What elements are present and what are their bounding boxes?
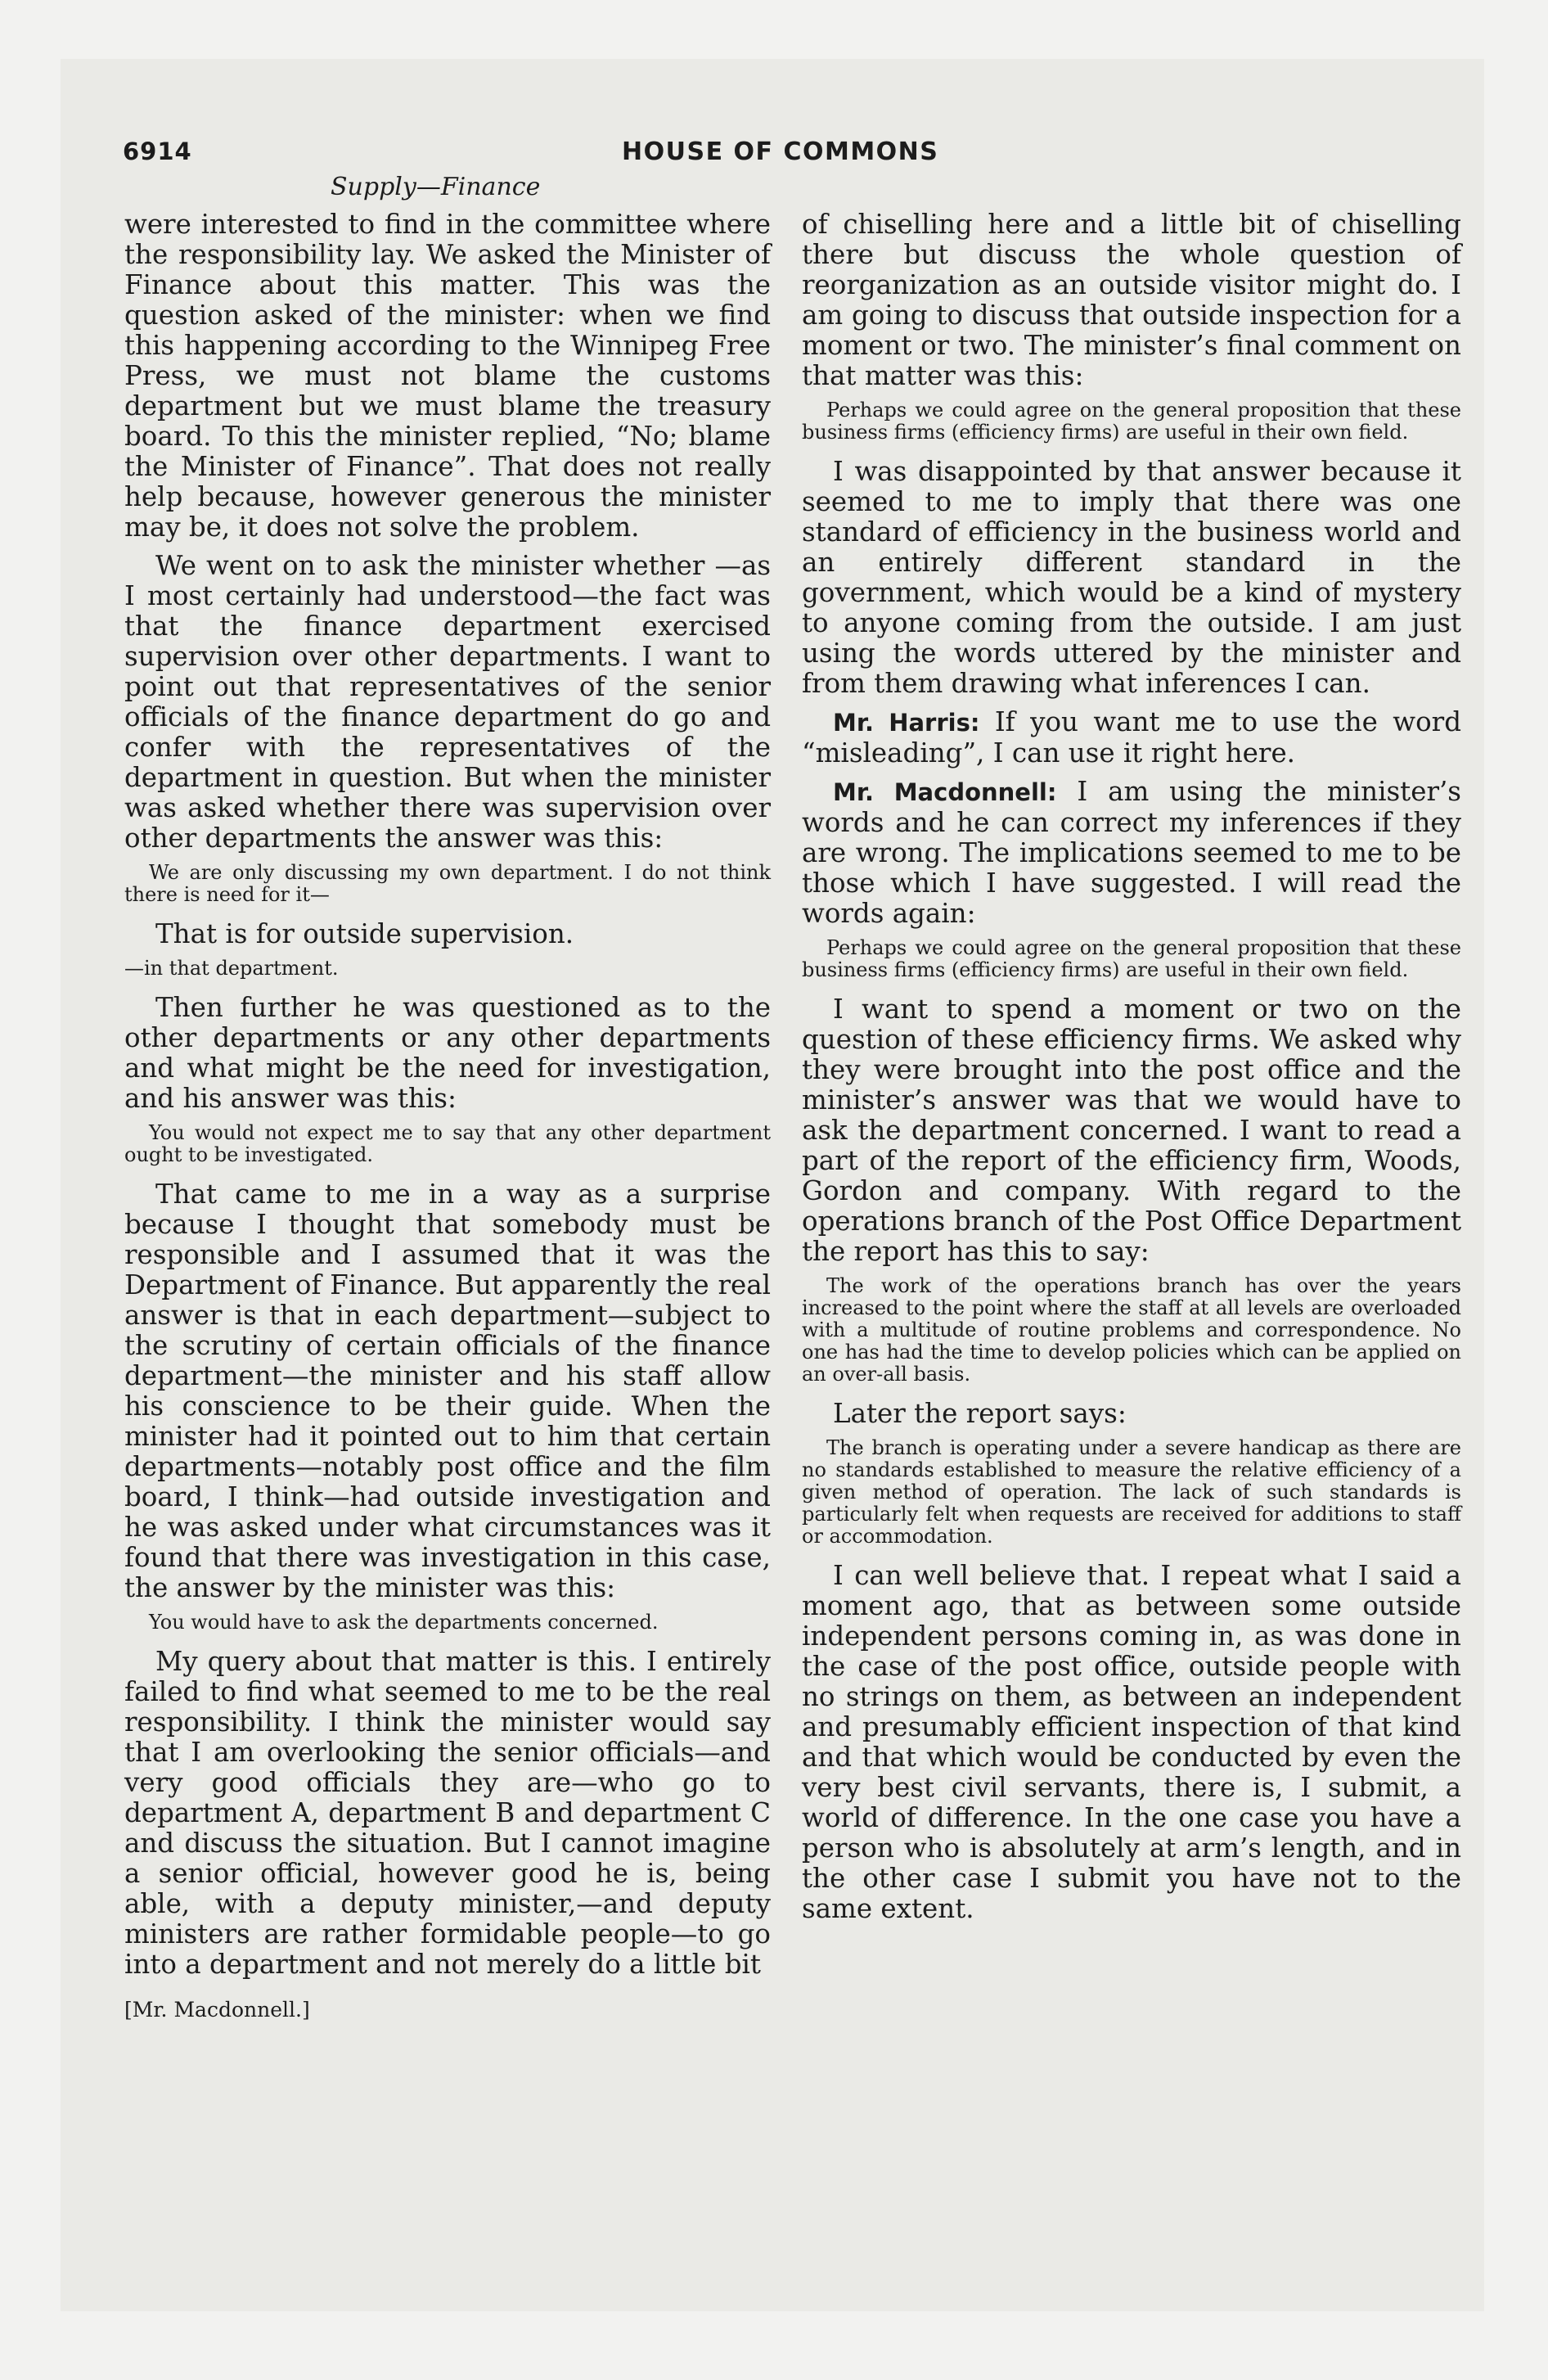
right-column — [802, 210, 1461, 1932]
quoted-passage: —in that department. — [124, 957, 339, 980]
body-paragraph: We went on to ask the minister whether —as I most certainly had understood—the fact was that the finance department exercised supervision over other departments. I want to point out that representatives of the senior officials of the finance department do go and confer with the representatives of the department in question. But when the minister was asked whether there was supervision over other departments the answer was this: — [124, 550, 771, 854]
body-paragraph: I was disappointed by that answer because it seemed to me to imply that there was one standard of efficiency in the business world and an entirely different standard in the government, which would be a kind of mystery to anyone coming from the outside. I am just using the words uttered by the minister and from them drawing what inferences I can. — [802, 456, 1461, 699]
quoted-passage: The branch is operating under a severe handicap as there are no standards established to measure the relative efficiency of a given method of operation. The lack of such standards is particularly felt when requests are received for additions to staff or accommodation. — [802, 1436, 1461, 1548]
body-paragraph: Then further he was questioned as to the other departments or any other departments and what might be the need for investigation, and his answer was this: — [124, 992, 771, 1114]
body-paragraph: My query about that matter is this. I entirely failed to find what seemed to me to be the real responsibility. I think the minister would say that I am overlooking the senior officials—and very good officials they are—who go to department A, department B and department C and discuss the situation. But I cannot imagine a senior official, however good he is, being able, with a deputy minister,—and deputy ministers are rather formidable people—to go into a department and not merely do a little bit — [124, 1646, 771, 1980]
speaker-name: Mr. Macdonnell: — [833, 778, 1057, 806]
speech-text: I am using the minister’s words and he can correct my inferences if they are wrong. The implications seemed to me to be those which I have suggested. I will read the words again: — [802, 776, 1461, 929]
left-column — [124, 210, 771, 2033]
speech-paragraph — [802, 777, 1461, 929]
body-paragraph: were interested to find in the committee where the responsibility lay. We asked the Minister of Finance about this matter. This was the question asked of the minister: when we find this happening according to the Winnipeg Free Press, we must not blame the customs department but we must blame the treasury board. To this the minister replied, “No; blame the Minister of Finance”. That does not really help because, however generous the minister may be, it does not solve the problem. — [124, 209, 771, 543]
speaker-footer-ref: [Mr. Macdonnell.] — [124, 1998, 310, 2022]
body-paragraph: That is for outside supervision. — [155, 918, 574, 949]
speech-text: If you want me to use the word “misleading”, I can use it right here. — [802, 706, 1461, 769]
body-paragraph: Later the report says: — [833, 1398, 1127, 1429]
quoted-passage: You would have to ask the departments concerned. — [149, 1611, 659, 1634]
body-paragraph: That came to me in a way as a surprise because I thought that somebody must be responsible and I assumed that it was the Department of Finance. But apparently the real answer is that in each department—subject to the scrutiny of certain officials of the finance department—the minister and his staff allow his conscience to be their guide. When the minister had it pointed out to him that certain departments—notably post office and the film board, I think—had outside investigation and he was asked under what circumstances was it found that there was investigation in this case, the answer by the minister was this: — [124, 1179, 771, 1603]
quoted-passage: The work of the operations branch has over the years increased to the point where the staff at all levels are overloaded with a multitude of routine problems and correspondence. No one has had the time to develop policies which can be applied on an over-all basis. — [802, 1274, 1461, 1386]
quoted-passage: We are only discussing my own department. I do not think there is need for it— — [124, 861, 771, 906]
quoted-passage: Perhaps we could agree on the general proposition that these business firms (efficiency firms) are useful in their own field. — [802, 399, 1461, 444]
body-paragraph: I can well believe that. I repeat what I said a moment ago, that as between some outside independent persons coming in, as was done in the case of the post office, outside people with no strings on them, as between an independent and presumably efficient inspection of that kind and that which would be conducted by even the very best civil servants, there is, I submit, a world of difference. In the one case you have a person who is absolutely at arm’s length, and in the other case I submit you have not to the same extent. — [802, 1560, 1461, 1924]
section-title: Supply—Finance — [331, 173, 541, 201]
page-number: 6914 — [123, 137, 192, 165]
running-head: HOUSE OF COMMONS — [622, 137, 939, 166]
quoted-passage: You would not expect me to say that any other department ought to be investigated. — [124, 1121, 771, 1166]
body-paragraph: of chiselling here and a little bit of chiselling there but discuss the whole question of reorganization as an outside visitor might do. I am going to discuss that outside inspection for a moment or two. The minister’s final comment on that matter was this: — [802, 209, 1461, 391]
quoted-passage: Perhaps we could agree on the general proposition that these business firms (efficiency firms) are useful in their own field. — [802, 936, 1461, 981]
speech-paragraph — [802, 707, 1461, 769]
speaker-name: Mr. Harris: — [833, 709, 980, 737]
body-paragraph: I want to spend a moment or two on the question of these efficiency firms. We asked why they were brought into the post office and the minister’s answer was that we would have to ask the department concerned. I want to read a part of the report of the efficiency firm, Woods, Gordon and company. With regard to the operations branch of the Post Office Department the report has this to say: — [802, 994, 1461, 1267]
